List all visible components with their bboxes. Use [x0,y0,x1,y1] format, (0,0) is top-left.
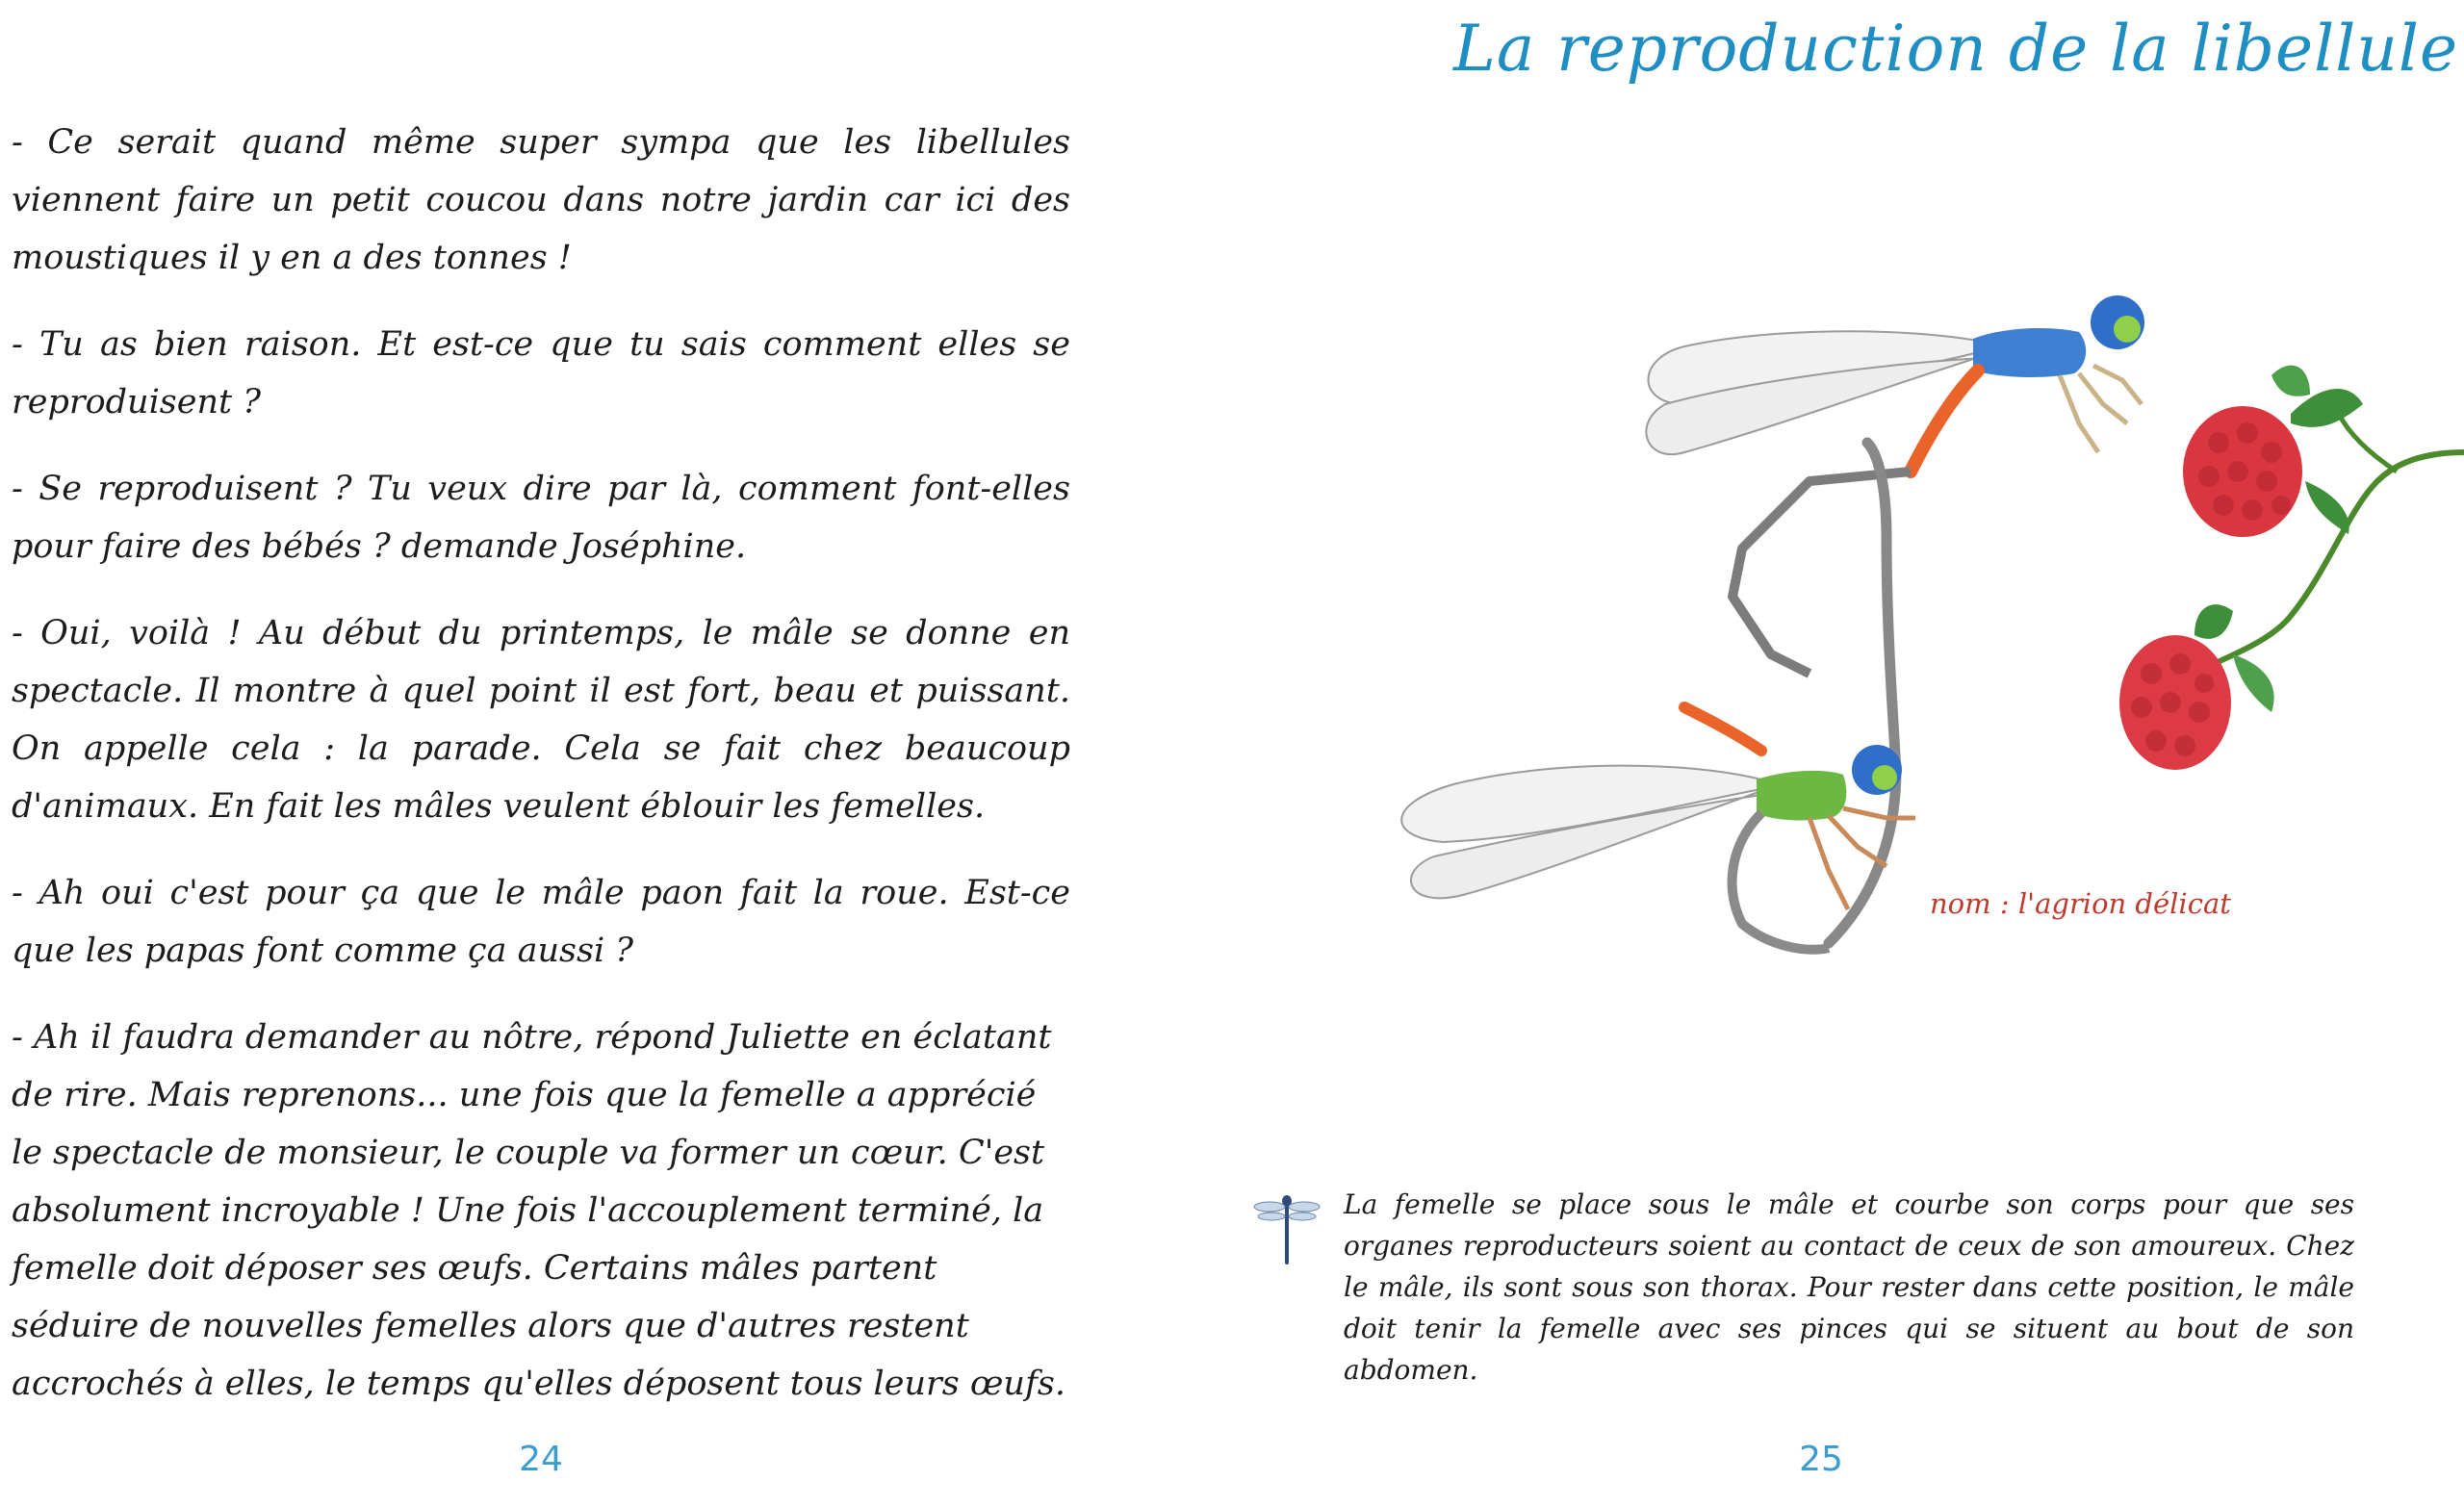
dialogue-paragraph-6: - Ah il faudra demander au nôtre, répond Juliette en éclatant de rire. Mais reprenons... une fois que la femelle a apprécié le spectacle de monsieur, le couple va former un cœur. C'est absolument incroyable ! Une fois l'accouplement terminé, la femelle doit déposer ses œufs. Certains mâles partent séduire de nouvelles femelles alors que d'autres restent accrochés à elles, le temps qu'elles déposent tous leurs œufs. [12,1018,1066,1403]
right-page [1232,0,2464,1507]
dragonfly-icon [1253,1186,1321,1268]
raspberry-leaf [2233,654,2274,712]
page-title: La reproduction de la libellule [1453,12,2459,86]
raspberry-leaf [2194,604,2233,639]
species-name-caption: nom : l'agrion délicat [1930,887,2231,920]
male-abdomen-orange [1911,370,1978,472]
raspberry-stem-branch [2339,414,2397,472]
page-number-left: 24 [519,1440,563,1479]
female-abdomen [1829,443,1896,943]
dialogue-paragraph-5: - Ah oui c'est pour ça que le mâle paon fait la roue. Est-ce que les papas font comme ça aussi ? [12,874,1070,970]
dialogue-paragraph-1: - Ce serait quand même super sympa que les libellules viennent faire un petit coucou dans notre jardin car ici des moustiques il y en a des tonnes ! [12,123,1070,277]
female-thorax [1757,771,1846,821]
dialogue-paragraph-2: - Tu as bien raison. Et est-ce que tu sais comment elles se reproduisent ? [12,325,1070,421]
fact-text: La femelle se place sous le mâle et courbe son corps pour que ses organes reproducteurs soient au contact de ceux de son amoureux. Chez le mâle, ils sont sous son thorax. Pour rester dans cette position, le mâle doit tenir la femelle avec ses pinces qui se situent au bout de son abdomen. [1344,1188,2354,1386]
raspberry-leaf [2272,366,2310,396]
dialogue-paragraph-3: - Se reproduisent ? Tu veux dire par là, comment font-elles pour faire des bébés ? demande Joséphine. [12,470,1070,566]
page-number-right: 25 [1799,1440,1843,1479]
dialogue-paragraph-4: - Oui, voilà ! Au début du printemps, le mâle se donne en spectacle. Il montre à quel point il est fort, beau et puissant. On appelle cela : la parade. Cela se fait chez beaucoup d'animaux. En fait les mâles veulent éblouir les femelles. [12,614,1070,826]
dialogue-text [12,114,1070,1442]
female-abdomen-orange [1684,707,1761,751]
raspberry-leaf [2305,481,2349,534]
male-thorax [1973,328,2086,377]
